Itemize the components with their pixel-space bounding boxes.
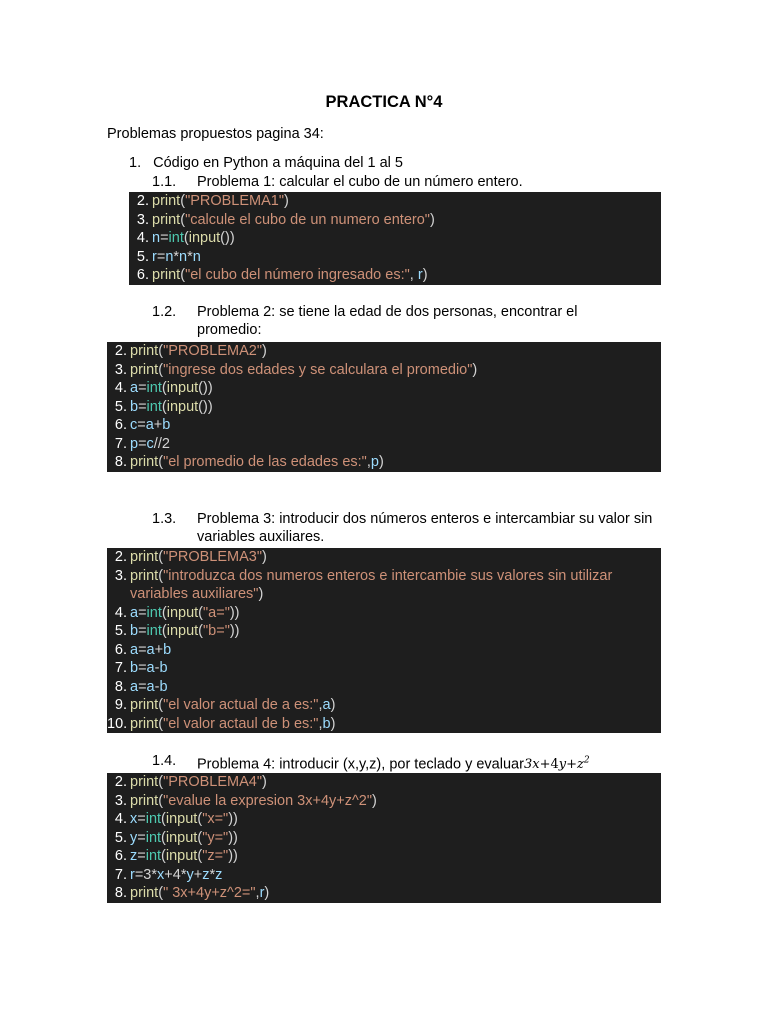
code-token: b (159, 660, 168, 676)
code-token: = (137, 848, 146, 864)
code-token: input (166, 380, 199, 396)
code-token: "evalue la expresion 3x+4y+z^2" (163, 792, 373, 809)
code-token: ( (158, 774, 164, 790)
code-token: = (137, 811, 146, 827)
formula: $3x+4y+z^2$ (523, 756, 590, 773)
code-token: n (165, 248, 174, 265)
code-token: ) (330, 715, 336, 732)
code-token: ( (197, 848, 203, 864)
code-token: , (318, 697, 323, 713)
code-token: )) (228, 811, 238, 827)
code-token: = (138, 380, 147, 396)
code-token: - (154, 660, 160, 676)
code-token: y (186, 866, 194, 883)
code-token: + (154, 641, 164, 658)
code-token: n (179, 248, 188, 265)
code-line (107, 829, 661, 848)
code-token: ( (197, 829, 203, 846)
code-token: + (153, 417, 163, 433)
code-token: "y=" (202, 829, 229, 846)
line-number: 2. (114, 343, 127, 359)
code-token: n (152, 230, 161, 246)
code-token: " 3x+4y+z^2=" (163, 885, 256, 901)
code-token: a (130, 678, 139, 695)
code-token: ( (161, 380, 167, 396)
line-number: 6. (136, 267, 149, 283)
code-token: ( (183, 230, 189, 246)
code-line (107, 453, 661, 472)
code-token: ( (161, 398, 167, 415)
code-token: "PROBLEMA2" (163, 343, 262, 359)
code-token: ) (429, 211, 435, 228)
code-line (107, 567, 661, 604)
code-token: "calcule el cubo de un numero entero" (185, 211, 430, 228)
code-token: a (130, 641, 139, 658)
code-token: b (322, 715, 331, 732)
code-token: int (145, 848, 162, 864)
line-number: 3. (136, 211, 149, 228)
line-number: 6. (114, 417, 127, 433)
code-token: a (130, 380, 139, 396)
line-number: 4. (114, 380, 127, 396)
code-token: + (193, 866, 203, 883)
code-token: ( (158, 549, 164, 565)
code-token: = (138, 398, 147, 415)
problem-4-number: 1.4. (152, 753, 177, 769)
code-token: ) (330, 697, 336, 713)
code-token: int (146, 623, 162, 639)
code-token: r (259, 885, 265, 901)
code-token: ( (161, 829, 166, 846)
code-token: print (130, 567, 159, 584)
code-token: ( (158, 454, 164, 470)
code-token: "introduzca dos numeros enteros e intercambie sus valores sin utilizar variables auxiliares" (130, 567, 613, 602)
code-token: x (130, 811, 138, 827)
code-token: print (130, 361, 159, 378)
code-token: - (154, 678, 160, 695)
code-token: input (165, 811, 198, 827)
code-line (107, 884, 661, 903)
problem-4-line (197, 752, 590, 774)
code-token: a (146, 641, 155, 658)
code-token: = (138, 660, 147, 676)
problem-1-number: 1.1. (152, 174, 177, 190)
code-token: print (130, 792, 159, 809)
code-token: ) (258, 586, 264, 602)
code-token: = (138, 604, 147, 621)
code-token: a (146, 678, 155, 695)
code-token: ) (472, 361, 478, 378)
code-token: print (152, 267, 181, 283)
code-token: b (162, 417, 171, 433)
line-number: 8. (114, 454, 127, 470)
code-token: ) (422, 267, 428, 283)
code-token: "PROBLEMA3" (163, 549, 262, 565)
line-number: 3. (114, 792, 127, 809)
code-line (107, 604, 661, 623)
code-token: * (173, 248, 180, 265)
code-token: input (166, 398, 199, 415)
code-token: * (187, 248, 193, 265)
code-line (107, 379, 661, 398)
line-number: 3. (114, 567, 127, 584)
code-token: p (130, 435, 139, 452)
code-token: ( (158, 697, 164, 713)
code-line (107, 416, 661, 435)
code-token: int (145, 811, 162, 827)
code-token: c (130, 417, 138, 433)
line-number: 5. (114, 398, 127, 415)
code-token: ) (264, 885, 270, 901)
code-token: b (130, 660, 139, 676)
code-token: n (192, 248, 201, 265)
code-token: "ingrese dos edades y se calculara el promedio" (163, 361, 473, 378)
code-token: p (370, 454, 379, 470)
code-token: ( (161, 848, 166, 864)
line-number: 10. (107, 715, 128, 732)
code-token: ) (262, 549, 267, 565)
code-line (107, 847, 661, 866)
code-token: ( (180, 211, 186, 228)
intro-text: Problemas propuestos pagina 34: (107, 126, 324, 142)
code-token: = (160, 230, 169, 246)
line-number: 7. (114, 660, 127, 676)
code-token: print (152, 193, 181, 209)
line-number: 6. (114, 641, 127, 658)
problem-4-text: Problema 4: introducir (x,y,z), por teclado y evaluar (197, 756, 524, 773)
code-token: print (130, 774, 159, 790)
code-token: b (163, 641, 172, 658)
problem-1-text: Problema 1: calcular el cubo de un número entero. (197, 174, 523, 190)
line-number: 7. (114, 435, 127, 452)
code-token: "PROBLEMA4" (163, 774, 262, 790)
code-token: r (130, 866, 135, 883)
code-token: b (130, 398, 139, 415)
line-number: 2. (136, 193, 149, 209)
code-token: "el cubo del número ingresado es:" (185, 267, 410, 283)
code-token: z (215, 866, 223, 883)
code-token: ( (158, 792, 164, 809)
code-token: ( (180, 193, 186, 209)
code-token: ()) (198, 398, 213, 415)
code-token: ) (378, 454, 384, 470)
code-block-problem-4 (107, 773, 661, 903)
code-line (107, 641, 661, 660)
code-token: b (159, 678, 168, 695)
line-number: 4. (114, 604, 127, 621)
code-line (107, 342, 661, 361)
code-line (107, 773, 661, 792)
code-token: a (146, 660, 155, 676)
code-token: ) (262, 343, 267, 359)
line-number: 3. (114, 361, 127, 378)
code-token: "b=" (203, 623, 230, 639)
line-number: 8. (114, 678, 127, 695)
code-token: )) (228, 829, 238, 846)
code-token: b (130, 623, 139, 639)
code-token: print (130, 454, 159, 470)
code-token: input (165, 829, 198, 846)
line-number: 2. (114, 549, 127, 565)
line-number: 7. (114, 866, 127, 883)
problem-3-number: 1.3. (152, 511, 177, 527)
line-number: 4. (114, 811, 127, 827)
code-token: ) (284, 193, 289, 209)
code-line (129, 211, 661, 230)
code-token: ( (161, 623, 167, 639)
code-token: ) (372, 792, 377, 809)
code-token: int (146, 398, 162, 415)
code-token: print (130, 343, 159, 359)
code-block-problem-2 (107, 342, 661, 472)
code-token: input (166, 623, 199, 639)
code-token: print (130, 885, 159, 901)
code-line (107, 622, 661, 641)
code-token: , (255, 885, 260, 901)
page-title: PRACTICA N°4 (325, 93, 443, 111)
code-token: ( (198, 623, 204, 639)
problem-3-text: Problema 3: introducir dos números enteros e intercambiar su valor sin variables auxiliares. (197, 511, 653, 545)
code-token: //2 (153, 435, 170, 452)
code-line (107, 715, 661, 734)
problem-2-number: 1.2. (152, 304, 177, 320)
code-line (107, 398, 661, 417)
code-token: input (188, 230, 221, 246)
code-token: r (417, 267, 423, 283)
code-token: ( (158, 567, 164, 584)
code-token: a (145, 417, 154, 433)
code-token: r (152, 248, 157, 265)
code-token: print (130, 697, 159, 713)
code-line (107, 548, 661, 567)
code-token: int (168, 230, 184, 246)
code-line (129, 248, 661, 267)
code-token: x (157, 866, 165, 883)
code-token: int (146, 604, 162, 621)
code-token: +4* (164, 866, 187, 883)
code-token: = (138, 623, 147, 639)
code-token: "PROBLEMA1" (185, 193, 284, 209)
code-token: = (138, 435, 147, 452)
line-number: 9. (114, 697, 127, 713)
code-token: ( (158, 885, 164, 901)
code-token: a (322, 697, 331, 713)
code-token: ( (161, 811, 166, 827)
code-token: "el valor actual de a es:" (163, 697, 319, 713)
code-token: , (318, 715, 323, 732)
code-token: "z=" (202, 848, 229, 864)
line-number: 5. (136, 248, 149, 265)
code-token: = (137, 417, 146, 433)
code-token: int (146, 380, 162, 396)
code-token: )) (229, 623, 240, 639)
section-1-text: Código en Python a máquina del 1 al 5 (153, 155, 403, 171)
code-token: a (130, 604, 139, 621)
code-token: input (166, 604, 199, 621)
code-token: z (130, 848, 138, 864)
code-line (107, 792, 661, 811)
code-token: = (137, 829, 146, 846)
code-line (107, 866, 661, 885)
code-token: z (202, 866, 210, 883)
code-token: print (152, 211, 181, 228)
code-token: = (138, 641, 147, 658)
code-token: y (130, 829, 138, 846)
code-token: ( (158, 343, 164, 359)
code-token: ( (158, 361, 164, 378)
line-number: 6. (114, 848, 127, 864)
code-line (107, 678, 661, 697)
code-token: ) (262, 774, 267, 790)
code-block-problem-3 (107, 548, 661, 733)
section-1-heading (129, 154, 403, 172)
code-token: ( (180, 267, 186, 283)
code-line (107, 361, 661, 380)
line-number: 5. (114, 829, 127, 846)
code-token: ()) (198, 380, 213, 396)
line-number: 5. (114, 623, 127, 639)
code-token: print (130, 715, 159, 732)
code-line (129, 192, 661, 211)
code-token: =3* (134, 866, 158, 883)
code-block-problem-1 (129, 192, 661, 285)
code-token: "x=" (202, 811, 229, 827)
line-number: 4. (136, 230, 149, 246)
code-token: print (130, 549, 159, 565)
code-token: )) (229, 604, 240, 621)
line-number: 2. (114, 774, 127, 790)
code-token: ( (197, 811, 203, 827)
line-number: 8. (114, 885, 127, 901)
code-token: ( (198, 604, 204, 621)
code-token: * (209, 866, 216, 883)
code-token: "a=" (203, 604, 230, 621)
code-token: input (165, 848, 198, 864)
code-token: "el valor actaul de b es:" (163, 715, 319, 732)
code-token: c (146, 435, 154, 452)
code-token: = (156, 248, 166, 265)
code-line (129, 266, 661, 285)
code-token: , (409, 267, 418, 283)
code-line (107, 696, 661, 715)
code-line (107, 810, 661, 829)
code-line (129, 229, 661, 248)
code-line (107, 435, 661, 454)
code-token: = (138, 678, 147, 695)
code-token: "el promedio de las edades es:" (163, 454, 367, 470)
code-token: )) (228, 848, 238, 864)
code-token: , (366, 454, 371, 470)
problem-2-text: Problema 2: se tiene la edad de dos personas, encontrar el promedio: (197, 304, 578, 338)
section-1-number: 1. (129, 155, 142, 171)
code-token: ()) (220, 230, 235, 246)
code-token: int (145, 829, 162, 846)
code-line (107, 659, 661, 678)
code-token: ( (161, 604, 167, 621)
code-token: ( (158, 715, 164, 732)
